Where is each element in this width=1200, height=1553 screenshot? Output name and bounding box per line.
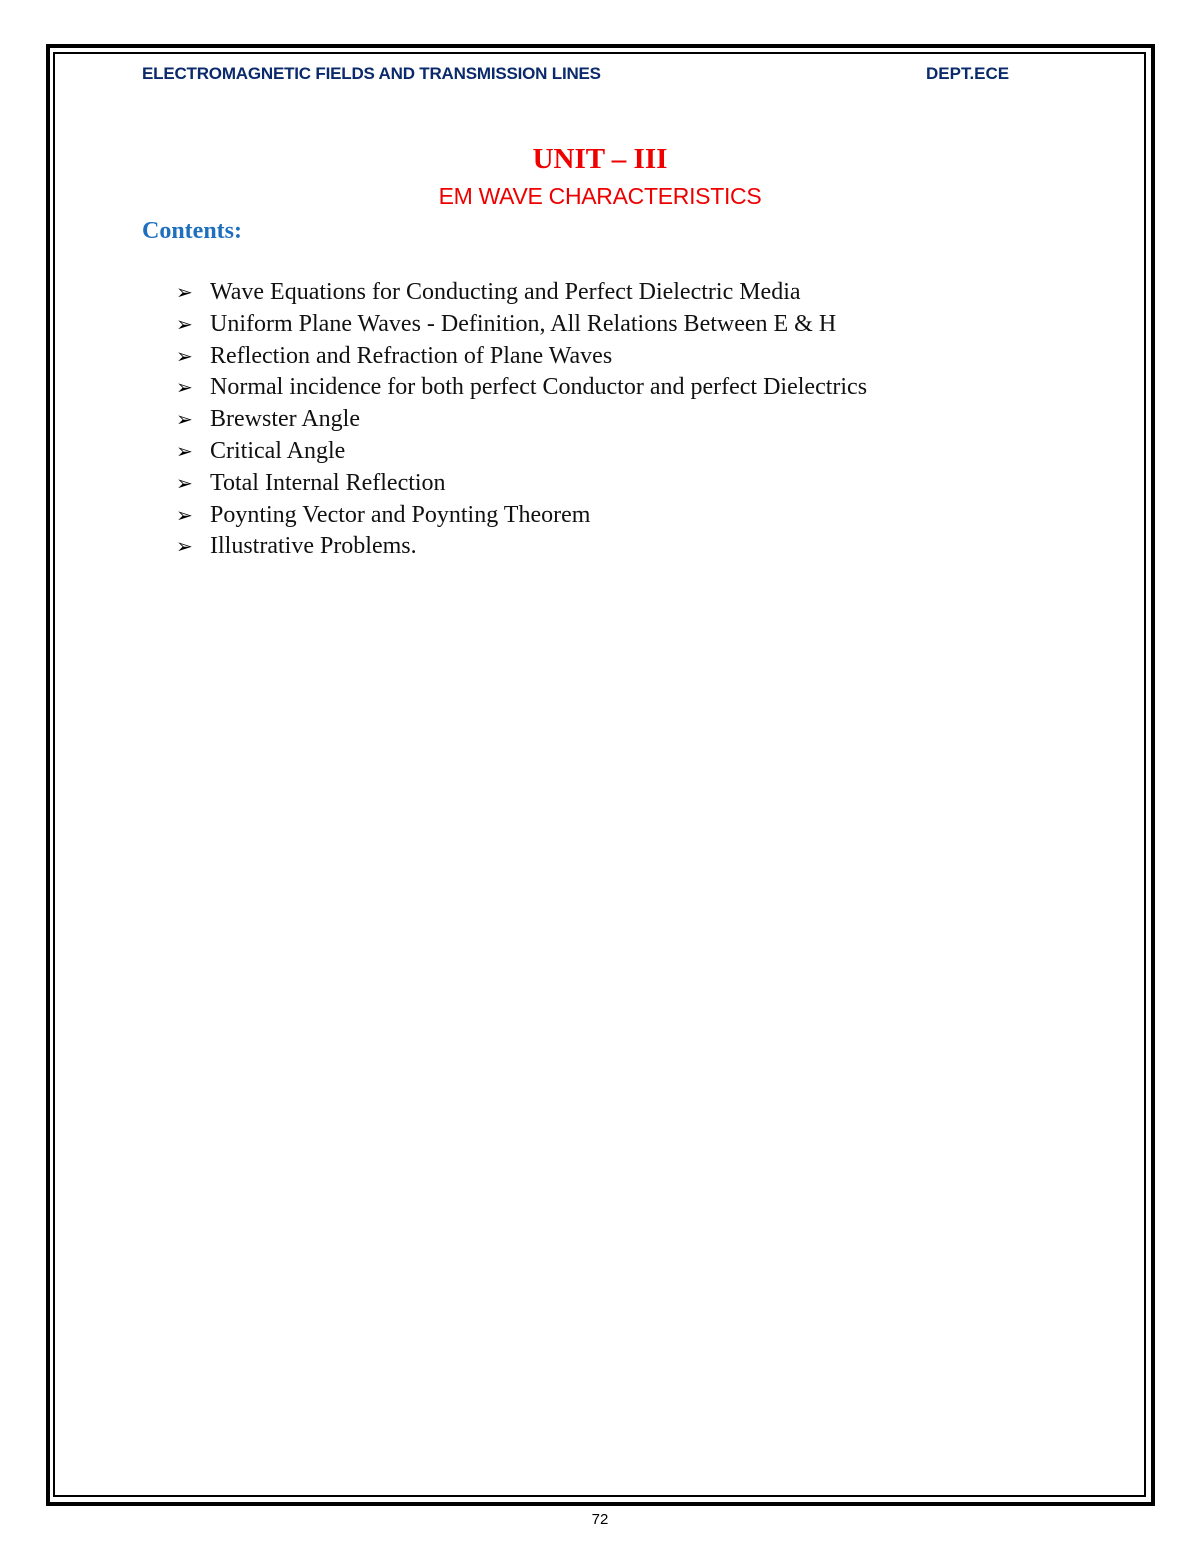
list-item-text: Critical Angle bbox=[210, 437, 346, 464]
arrow-bullet-icon: ➢ bbox=[176, 343, 193, 368]
page-number: 72 bbox=[591, 1511, 609, 1528]
list-item bbox=[176, 500, 867, 532]
unit-subtitle: EM WAVE CHARACTERISTICS bbox=[438, 183, 762, 209]
list-item bbox=[176, 277, 867, 309]
list-item bbox=[176, 372, 867, 404]
list-item-text: Reflection and Refraction of Plane Waves bbox=[210, 342, 613, 369]
unit-title: UNIT – III bbox=[532, 143, 668, 175]
page-border-inner bbox=[53, 52, 1146, 1497]
arrow-bullet-icon: ➢ bbox=[176, 470, 193, 495]
department-header: DEPT.ECE bbox=[926, 64, 1010, 83]
list-item bbox=[176, 309, 867, 341]
list-item-text: Normal incidence for both perfect Conductor and perfect Dielectrics bbox=[210, 374, 868, 401]
list-item-text: Uniform Plane Waves - Definition, All Relations Between E & H bbox=[210, 310, 837, 337]
list-item-text: Poynting Vector and Poynting Theorem bbox=[210, 501, 591, 528]
contents-list bbox=[176, 277, 867, 563]
list-item-text: Illustrative Problems. bbox=[210, 533, 417, 560]
contents-label: Contents: bbox=[142, 218, 242, 244]
list-item bbox=[176, 436, 867, 468]
list-item bbox=[176, 341, 867, 373]
arrow-bullet-icon: ➢ bbox=[176, 280, 193, 304]
arrow-bullet-icon: ➢ bbox=[176, 407, 193, 432]
arrow-bullet-icon: ➢ bbox=[176, 311, 193, 336]
list-item-text: Brewster Angle bbox=[210, 406, 360, 433]
list-item bbox=[176, 531, 867, 563]
arrow-bullet-icon: ➢ bbox=[176, 502, 193, 527]
list-item bbox=[176, 404, 867, 436]
list-item bbox=[176, 468, 867, 500]
arrow-bullet-icon: ➢ bbox=[176, 438, 193, 463]
list-item-text: Wave Equations for Conducting and Perfect Dielectric Media bbox=[210, 279, 801, 305]
list-item-text: Total Internal Reflection bbox=[210, 469, 446, 496]
course-header: ELECTROMAGNETIC FIELDS AND TRANSMISSION LINES bbox=[142, 64, 601, 83]
arrow-bullet-icon: ➢ bbox=[176, 375, 193, 400]
arrow-bullet-icon: ➢ bbox=[176, 534, 193, 559]
